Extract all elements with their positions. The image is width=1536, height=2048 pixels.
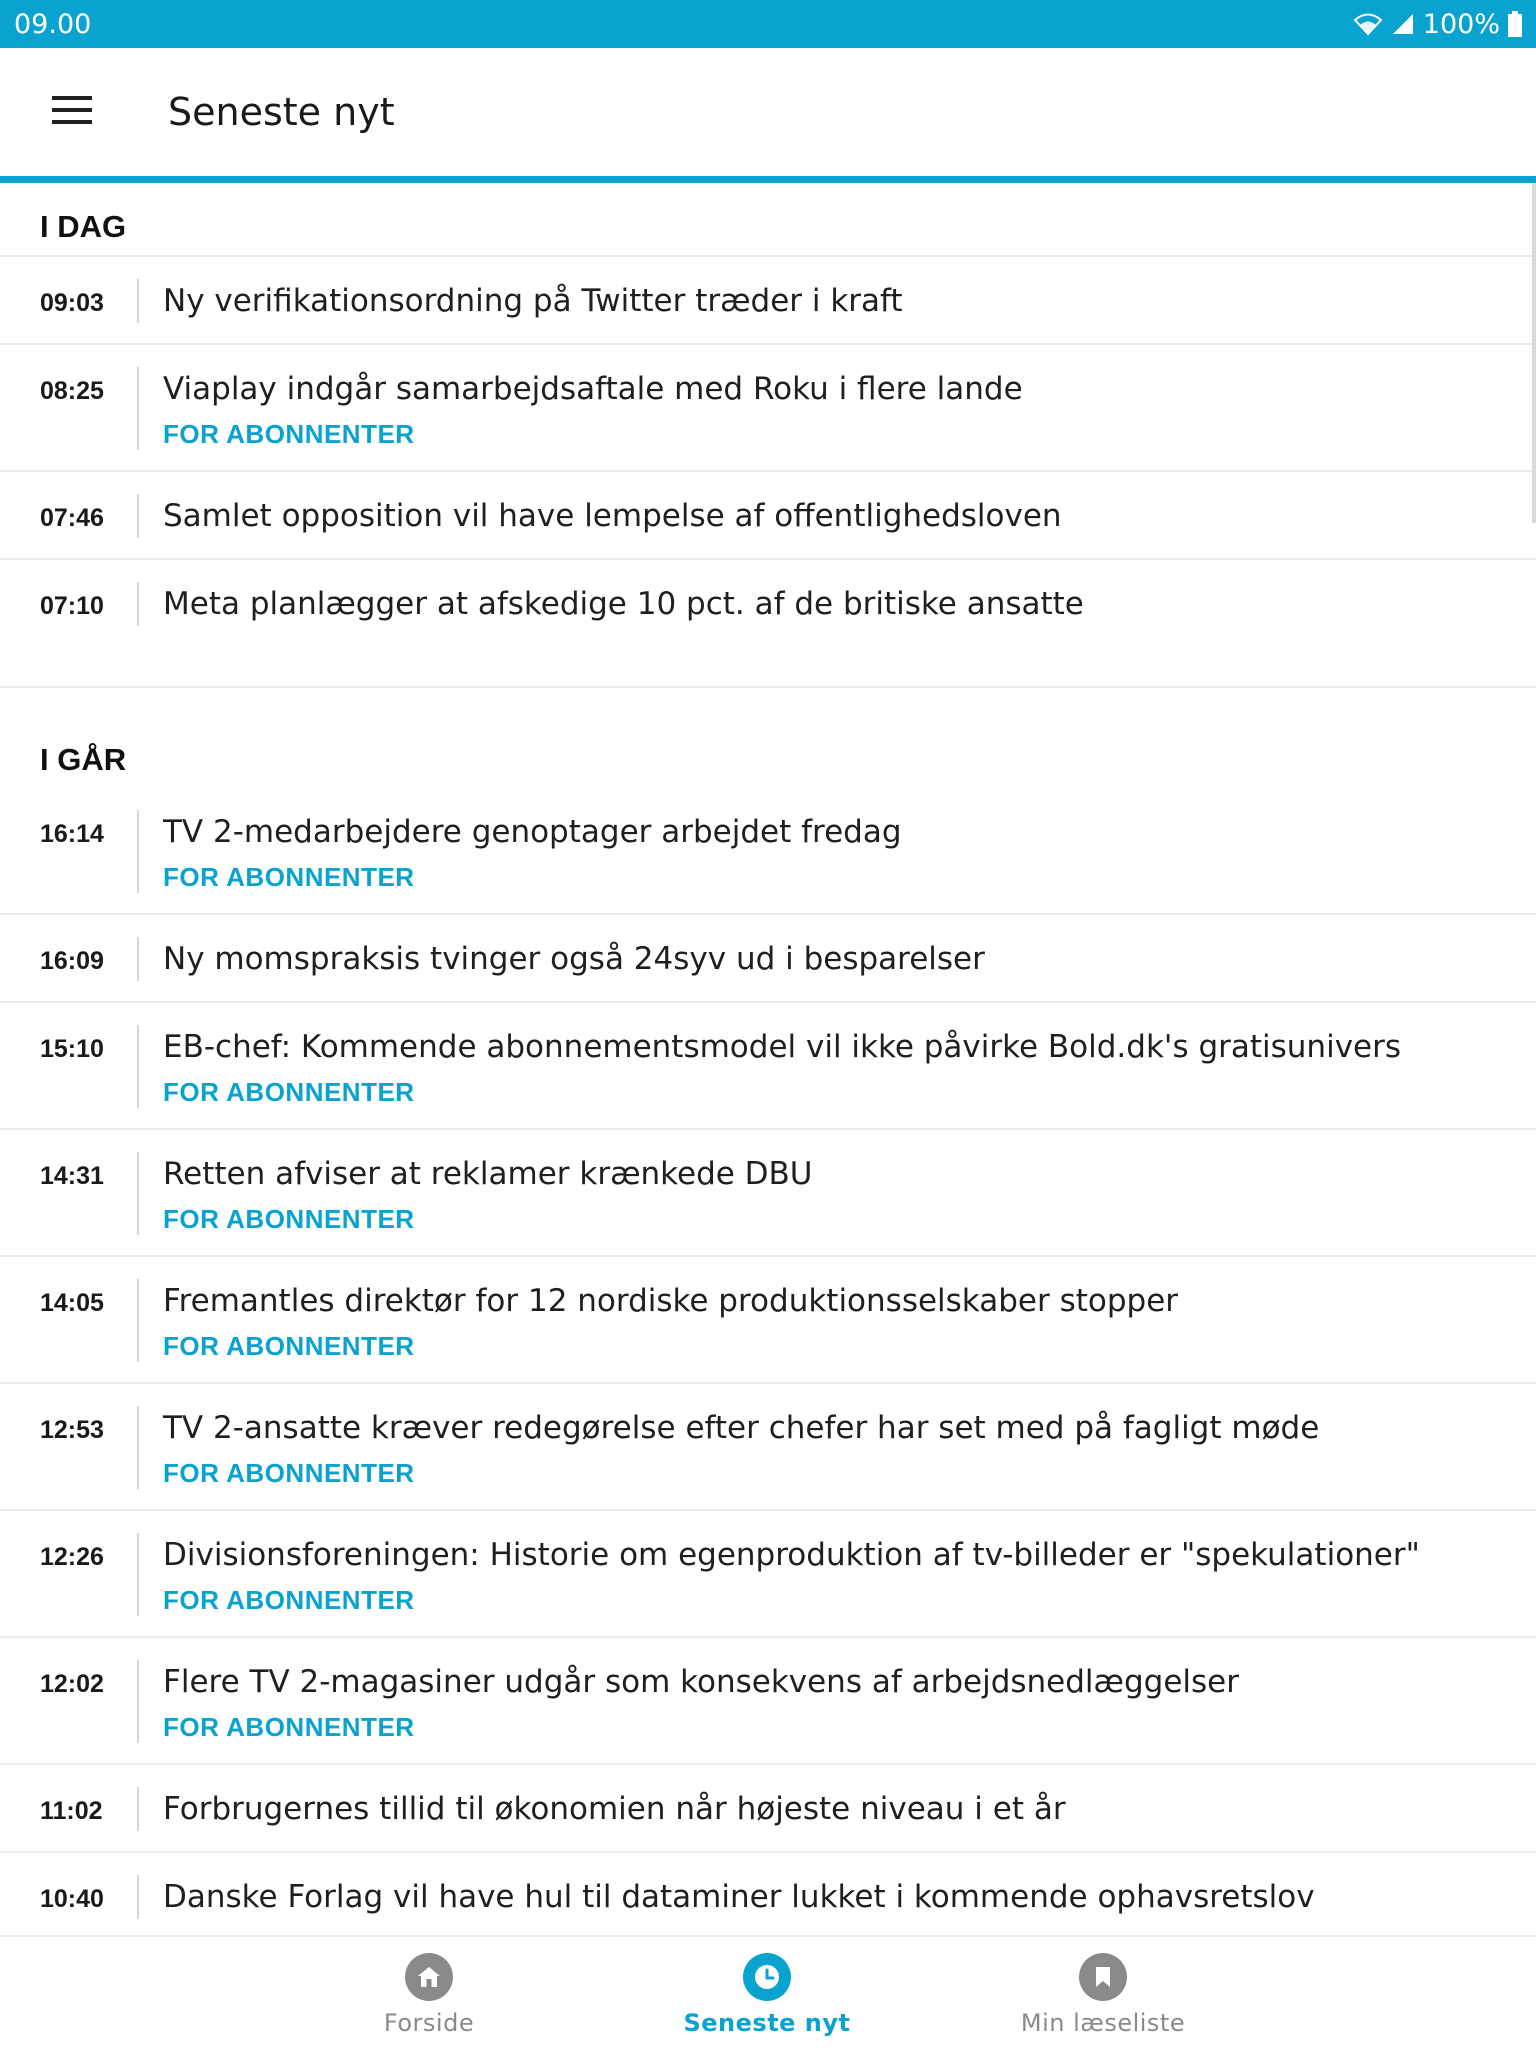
news-time: 08:25 xyxy=(40,367,139,450)
section-header-yesterday: I GÅR xyxy=(40,742,127,777)
news-headline[interactable]: TV 2-ansatte kræver redegørelse efter chefer har set med på fagligt møde xyxy=(163,1410,1320,1446)
wifi-icon xyxy=(1353,12,1383,36)
news-time: 07:10 xyxy=(40,582,139,626)
subscriber-badge: FOR ABONNENTER xyxy=(163,1077,415,1107)
news-list[interactable] xyxy=(0,183,1536,1935)
news-headline[interactable]: Danske Forlag vil have hul til dataminer lukket i kommende ophavsretslov xyxy=(163,1879,1315,1915)
news-item[interactable] xyxy=(0,1384,1536,1511)
news-headline[interactable]: Viaplay indgår samarbejdsaftale med Roku i flere lande xyxy=(163,371,1023,407)
news-time: 14:05 xyxy=(40,1279,139,1362)
menu-button[interactable] xyxy=(0,48,144,176)
scrollbar-thumb[interactable] xyxy=(1532,183,1536,523)
news-item[interactable] xyxy=(0,560,1536,646)
status-time: 09.00 xyxy=(14,8,92,40)
news-time: 10:40 xyxy=(40,1875,139,1919)
page-title: Seneste nyt xyxy=(168,90,395,134)
battery-icon xyxy=(1508,11,1522,37)
news-headline[interactable]: Meta planlægger at afskedige 10 pct. af de britiske ansatte xyxy=(163,586,1084,622)
status-bar xyxy=(0,0,1536,48)
news-headline[interactable]: EB-chef: Kommende abonnementsmodel vil ikke påvirke Bold.dk's gratisunivers xyxy=(163,1029,1402,1065)
news-headline[interactable]: Ny verifikationsordning på Twitter træder i kraft xyxy=(163,283,903,319)
news-time: 14:31 xyxy=(40,1152,139,1235)
bottom-navigation xyxy=(0,1935,1536,2048)
news-time: 12:02 xyxy=(40,1660,139,1743)
news-time: 12:26 xyxy=(40,1533,139,1616)
subscriber-badge: FOR ABONNENTER xyxy=(163,1331,415,1361)
subscriber-badge: FOR ABONNENTER xyxy=(163,419,415,449)
news-headline[interactable]: Forbrugernes tillid til økonomien når højeste niveau i et år xyxy=(163,1791,1066,1827)
news-item[interactable] xyxy=(0,1765,1536,1853)
nav-item-seneste-nyt[interactable] xyxy=(647,1953,887,2037)
news-item[interactable] xyxy=(0,1511,1536,1638)
subscriber-badge: FOR ABONNENTER xyxy=(163,862,415,892)
news-time: 16:09 xyxy=(40,937,139,981)
news-item[interactable] xyxy=(0,1853,1536,1935)
news-item[interactable] xyxy=(0,257,1536,345)
status-icons xyxy=(1353,9,1522,40)
clock-icon xyxy=(743,1953,791,2001)
app-bar-accent-line xyxy=(0,176,1536,183)
news-item[interactable] xyxy=(0,915,1536,1003)
news-item[interactable] xyxy=(0,1257,1536,1384)
news-headline[interactable]: Fremantles direktør for 12 nordiske produktionsselskaber stopper xyxy=(163,1283,1179,1319)
subscriber-badge: FOR ABONNENTER xyxy=(163,1712,415,1742)
hamburger-menu-icon xyxy=(52,96,92,128)
nav-label: Min læseliste xyxy=(1020,2009,1186,2037)
section-divider xyxy=(0,646,1536,688)
news-time: 15:10 xyxy=(40,1025,139,1108)
news-item[interactable] xyxy=(0,345,1536,472)
news-time: 16:14 xyxy=(40,810,139,893)
signal-icon xyxy=(1391,12,1415,36)
nav-label: Seneste nyt xyxy=(683,2009,851,2037)
news-headline[interactable]: Ny momspraksis tvinger også 24syv ud i besparelser xyxy=(163,941,985,977)
news-item[interactable] xyxy=(0,472,1536,560)
nav-item-forside[interactable] xyxy=(309,1953,549,2037)
app-bar xyxy=(0,48,1536,176)
subscriber-badge: FOR ABONNENTER xyxy=(163,1585,415,1615)
home-icon xyxy=(405,1953,453,2001)
news-headline[interactable]: Flere TV 2-magasiner udgår som konsekvens af arbejdsnedlæggelser xyxy=(163,1664,1239,1700)
section-header-today: I DAG xyxy=(0,183,1536,257)
subscriber-badge: FOR ABONNENTER xyxy=(163,1204,415,1234)
nav-item-min-laeseliste[interactable] xyxy=(983,1953,1223,2037)
news-item[interactable] xyxy=(0,1638,1536,1765)
news-item[interactable] xyxy=(0,1003,1536,1130)
news-headline[interactable]: TV 2-medarbejdere genoptager arbejdet fredag xyxy=(163,814,902,850)
news-headline[interactable]: Divisionsforeningen: Historie om egenproduktion af tv-billeder er "spekulationer" xyxy=(163,1537,1420,1573)
subscriber-badge: FOR ABONNENTER xyxy=(163,1458,415,1488)
nav-label: Forside xyxy=(383,2009,475,2037)
news-time: 11:02 xyxy=(40,1787,139,1831)
news-time: 09:03 xyxy=(40,279,139,323)
battery-level: 100% xyxy=(1422,8,1500,40)
news-headline[interactable]: Retten afviser at reklamer krænkede DBU xyxy=(163,1156,813,1192)
news-time: 12:53 xyxy=(40,1406,139,1489)
news-time: 07:46 xyxy=(40,494,139,538)
bookmark-icon xyxy=(1079,1953,1127,2001)
news-item[interactable] xyxy=(0,788,1536,915)
news-headline[interactable]: Samlet opposition vil have lempelse af offentlighedsloven xyxy=(163,498,1062,534)
news-item[interactable] xyxy=(0,1130,1536,1257)
